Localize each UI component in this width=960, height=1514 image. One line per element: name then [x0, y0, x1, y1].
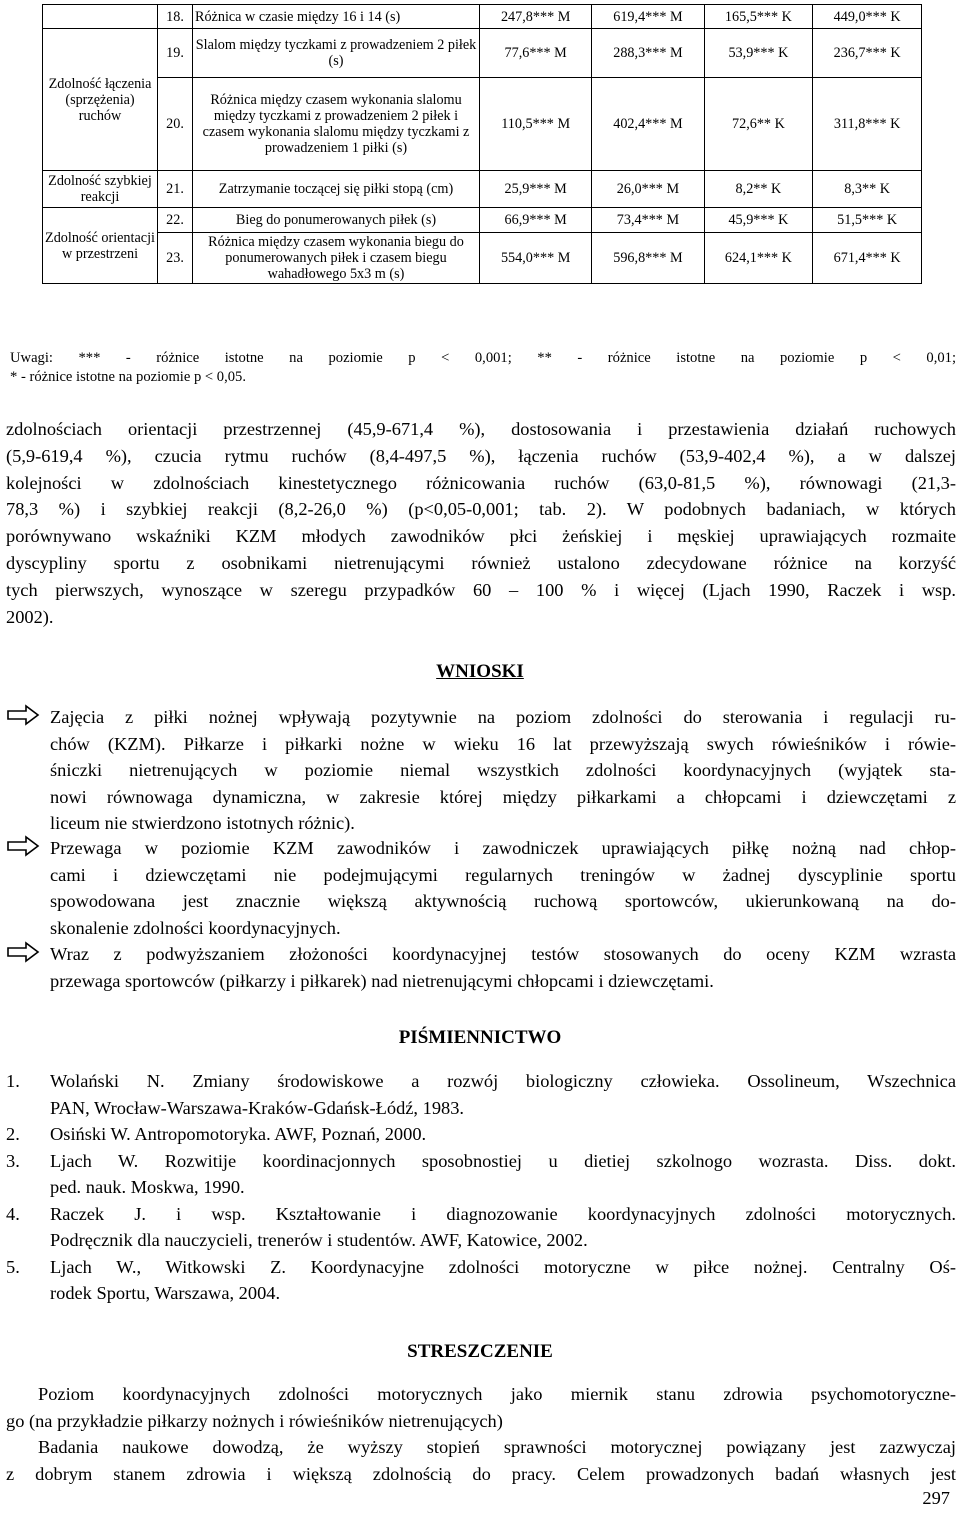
- value-cell: 247,8*** M: [480, 5, 592, 29]
- conclusion-line: przewaga sportowców (piłkarzy i piłkarek) nad nietrenującymi chłopcami i dziewczętami.: [50, 970, 714, 991]
- arrow-right-icon: [6, 704, 40, 726]
- reference-line: Wolański N. Zmiany środowiskowe a rozwój biologiczny człowieka. Ossolineum, Wszechnica: [50, 1071, 956, 1091]
- notes-line: * - różnice istotne na poziomie p < 0,05.: [10, 369, 246, 385]
- reference-number: 4.: [6, 1203, 20, 1224]
- reference-line: ped. nauk. Moskwa, 1990.: [50, 1177, 245, 1197]
- arrow-right-icon: [6, 835, 40, 857]
- value-cell: 73,4*** M: [592, 208, 704, 233]
- reference-number: 1.: [6, 1071, 20, 1091]
- conclusion-item: [6, 941, 956, 994]
- table-row: [43, 5, 922, 29]
- reference-item: [6, 1068, 956, 1121]
- notes-line: Uwagi: *** - różnice istotne na poziomie p < 0,001; ** - różnice istotne na poziomie p < 0,01;: [10, 350, 956, 366]
- reference-number: 2.: [6, 1124, 20, 1144]
- conclusion-line: liceum nie stwierdzono istotnych różnic).: [50, 813, 355, 833]
- row-number: 21.: [158, 171, 193, 208]
- paragraph-line: kolejności w zdolnościach kinestetycznego różnicowania ruchów (63,0-81,5 %), równowagi (21,3-: [6, 472, 956, 493]
- summary-line: Badania naukowe dowodzą, że wyższy stopień sprawności motorycznej powiązany jest zazwyczaj: [38, 1437, 956, 1457]
- table-row: [43, 78, 922, 171]
- value-cell: 449,0*** K: [813, 5, 922, 29]
- test-description: Różnica w czasie między 16 i 14 (s): [193, 5, 480, 29]
- reference-line: Ljach W., Witkowski Z. Koordynacyjne zdolności motoryczne w piłce nożnej. Centralny Oś-: [50, 1256, 956, 1277]
- value-cell: 8,2** K: [704, 171, 813, 208]
- paragraph-line: zdolnościach orientacji przestrzennej (45,9-671,4 %), dostosowania i przestawienia działań ruchowych: [6, 419, 956, 439]
- conclusion-line: Wraz z podwyższaniem złożoności koordynacyjnej testów stosowanych do oceny KZM wzrasta: [50, 944, 956, 964]
- reference-line: rodek Sportu, Warszawa, 2004.: [50, 1283, 281, 1303]
- value-cell: 288,3*** M: [592, 29, 704, 78]
- paragraph-line: (5,9-619,4 %), czucia rytmu ruchów (8,4-497,5 %), łączenia ruchów (53,9-402,4 %), a w dalszej: [6, 445, 956, 466]
- conclusion-line: skonalenie zdolności koordynacyjnych.: [50, 917, 341, 938]
- value-cell: 77,6*** M: [480, 29, 592, 78]
- body-paragraph: [6, 416, 956, 630]
- conclusion-item: [6, 835, 956, 941]
- row-number: 20.: [158, 78, 193, 171]
- value-cell: 110,5*** M: [480, 78, 592, 171]
- page-number: 297: [922, 1488, 950, 1508]
- row-number: 23.: [158, 233, 193, 284]
- reference-item: [6, 1201, 956, 1254]
- row-number: 19.: [158, 29, 193, 78]
- row-number: 18.: [158, 5, 193, 29]
- reference-number: 3.: [6, 1150, 20, 1171]
- conclusion-line: spowodowana jest znacznie większą aktywnością ruchową sportowców, ukierunkowaną na do-: [50, 891, 956, 911]
- group-cell: [43, 5, 158, 29]
- test-description: Zatrzymanie toczącej się piłki stopą (cm): [193, 171, 480, 208]
- value-cell: 402,4*** M: [592, 78, 704, 171]
- table-row: [43, 29, 922, 78]
- summary-line: z dobrym stanem zdrowia i większą zdolnością do pracy. Celem prowadzonych badań własnych jest: [6, 1463, 956, 1484]
- value-cell: 53,9*** K: [704, 29, 813, 78]
- group-cell: Zdolność orientacji w przestrzeni: [43, 208, 158, 284]
- paragraph-line: dyscypliny sportu z osobnikami nietrenującymi również ustalono zdecydowane różnice na korzyść: [6, 552, 956, 573]
- test-description: Różnica między czasem wykonania slalomu między tyczkami z prowadzeniem 2 piłek i czasem wykonania slalomu między tyczkami z prowadzeniem 1 piłki (s): [193, 78, 480, 171]
- value-cell: 25,9*** M: [480, 171, 592, 208]
- paragraph-line: 78,3 %) i szybkiej reakcji (8,2-26,0 %) (p<0,05-0,001; tab. 2). W podobnych badaniach, w których: [6, 499, 956, 520]
- reference-item: [6, 1148, 956, 1201]
- summary-line: go (na przykładzie piłkarzy nożnych i rówieśników nietrenujących): [6, 1410, 503, 1431]
- value-cell: 26,0*** M: [592, 171, 704, 208]
- references-list: [6, 1068, 956, 1307]
- reference-line: Podręcznik dla nauczycieli, trenerów i studentów. AWF, Katowice, 2002.: [50, 1230, 588, 1250]
- reference-line: PAN, Wrocław-Warszawa-Kraków-Gdańsk-Łódź, 1983.: [50, 1097, 465, 1118]
- references-heading: PIŚMIENNICTWO: [398, 1027, 562, 1048]
- summary-line: Poziom koordynacyjnych zdolności motorycznych jako miernik stanu zdrowia psychomotoryczne-: [38, 1384, 956, 1404]
- row-number: 22.: [158, 208, 193, 233]
- summary-heading: STRESZCZENIE: [407, 1341, 553, 1362]
- test-description: Bieg do ponumerowanych piłek (s): [193, 208, 480, 233]
- value-cell: 311,8*** K: [813, 78, 922, 171]
- test-description: Slalom między tyczkami z prowadzeniem 2 piłek (s): [193, 29, 480, 78]
- conclusion-line: chów (KZM). Piłkarze i piłkarki nożne w wieku 16 lat przewyższają swych rówieśników i rówie-: [50, 733, 956, 754]
- reference-line: Raczek J. i wsp. Kształtowanie i diagnozowanie koordynacyjnych zdolności motorycznych.: [50, 1203, 956, 1224]
- conclusion-line: nowi równowaga dynamiczna, w zakresie której między piłkarkami a chłopcami i dziewczętami z: [50, 786, 956, 807]
- table-row: [43, 171, 922, 208]
- test-description: Różnica między czasem wykonania biegu do ponumerowanych piłek i czasem biegu wahadłowego 5x3 m (s): [193, 233, 480, 284]
- group-cell: Zdolność szybkiej reakcji: [43, 171, 158, 208]
- conclusion-line: cami i dziewczętami nie podejmującymi regularnych treningów w żadnej dyscyplinie sportu: [50, 864, 956, 885]
- value-cell: 671,4*** K: [813, 233, 922, 284]
- reference-line: Ljach W. Rozwitije koordinacjonnych sposobnostiej u dietiej szkolnogo wozrasta. Diss. dokt.: [50, 1150, 956, 1171]
- conclusion-line: Przewaga w poziomie KZM zawodników i zawodniczek uprawiających piłkę nożną nad chłop-: [50, 838, 956, 858]
- paragraph-line: 2002).: [6, 606, 54, 627]
- table-row: [43, 233, 922, 284]
- conclusions-heading: WNIOSKI: [436, 661, 524, 682]
- reference-line: Osiński W. Antropomotoryka. AWF, Poznań, 2000.: [50, 1124, 427, 1144]
- value-cell: 554,0*** M: [480, 233, 592, 284]
- reference-item: [6, 1254, 956, 1307]
- value-cell: 51,5*** K: [813, 208, 922, 233]
- paragraph-line: porównywano wskaźniki KZM młodych zawodników płci żeńskiej i męskiej uprawiających rozmaite: [6, 526, 956, 547]
- results-table: [42, 4, 922, 284]
- value-cell: 596,8*** M: [592, 233, 704, 284]
- conclusion-line: Zajęcia z piłki nożnej wpływają pozytywnie na poziom zdolności do sterowania i regulacji ru-: [50, 707, 956, 727]
- value-cell: 619,4*** M: [592, 5, 704, 29]
- reference-item: [6, 1121, 956, 1148]
- value-cell: 236,7*** K: [813, 29, 922, 78]
- group-cell: Zdolność łączenia (sprzężenia) ruchów: [43, 29, 158, 171]
- value-cell: 8,3** K: [813, 171, 922, 208]
- conclusion-item: [6, 704, 956, 837]
- table-row: [43, 208, 922, 233]
- value-cell: 66,9*** M: [480, 208, 592, 233]
- summary-text: [6, 1381, 956, 1487]
- arrow-right-icon: [6, 941, 40, 963]
- value-cell: 165,5*** K: [704, 5, 813, 29]
- conclusion-line: śniczki nietrenujących w poziomie niemal wszystkich zdolności koordynacyjnych (wyjątek sta-: [50, 760, 956, 780]
- table-notes: [10, 349, 956, 387]
- paragraph-line: tych pierwszych, wynoszące w szeregu przypadków 60 – 100 % i więcej (Ljach 1990, Raczek i wsp.: [6, 579, 956, 600]
- value-cell: 624,1*** K: [704, 233, 813, 284]
- value-cell: 45,9*** K: [704, 208, 813, 233]
- reference-number: 5.: [6, 1256, 20, 1277]
- value-cell: 72,6** K: [704, 78, 813, 171]
